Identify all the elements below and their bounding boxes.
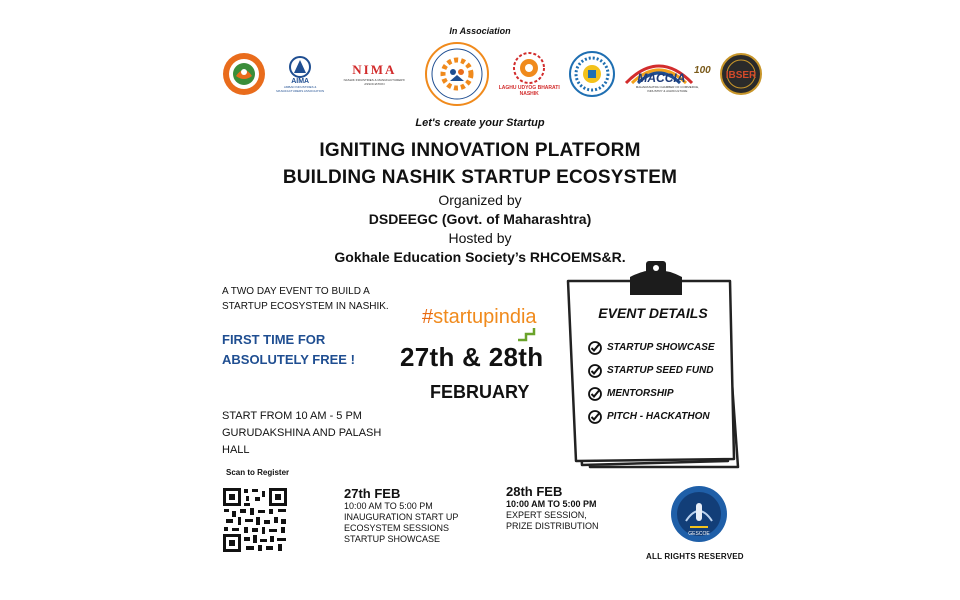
day2-schedule: 28th FEB 10:00 AM TO 5:00 PM EXPERT SESSION, PRIZE DISTRIBUTION	[506, 484, 599, 531]
check-circle-icon	[588, 410, 602, 424]
gescoe-logo	[670, 485, 728, 548]
host-name: Gokhale Education Society’s RHCOEMS&R.	[334, 249, 626, 265]
day1-schedule: 27th FEB 10:00 AM TO 5:00 PM INAUGURATION START UP ECOSYSTEM SESSIONS STARTUP SHOWCASE	[344, 486, 459, 544]
partner-logos	[222, 46, 762, 102]
scan-to-register-label: Scan to Register	[226, 468, 290, 477]
registration-qr-code[interactable]	[222, 487, 288, 558]
tagline: Let's create your Startup	[415, 117, 545, 129]
event-details-list	[588, 336, 715, 428]
laghu-udyog-bharati-logo: LAGHU UDYOG BHARATI NASHIK	[499, 51, 560, 97]
aima-logo: AIMA AMBAD INDUSTRIES & MANUFACTURERS ASSOCIATION	[275, 56, 325, 93]
free-notice: FIRST TIME FOR ABSOLUTELY FREE !	[222, 332, 355, 367]
maccia-logo: 100 MACCIA MAHARASHTRA CHAMBER OF COMMERCE, INDUSTRY & AGRICULTURE	[624, 55, 711, 93]
nima-logo: NIMA NASHIK INDUSTRIES & MANUFACTURERS' ASSOCIATION	[343, 62, 406, 86]
startupindia-step-icon	[518, 328, 540, 342]
check-circle-icon	[588, 341, 602, 355]
hosted-by-label: Hosted by	[448, 230, 512, 246]
ges-logo	[569, 51, 615, 97]
venue-info: START FROM 10 AM - 5 PM GURUDAKSHINA AND PALASH HALL	[222, 410, 382, 456]
check-circle-icon	[588, 387, 602, 401]
maharashtra-govt-logo	[424, 41, 490, 107]
svg-text:GESCOE: GESCOE	[688, 531, 710, 537]
organizer-name: DSDEEGC (Govt. of Maharashtra)	[368, 211, 592, 227]
event-intro: A TWO DAY EVENT TO BUILD A STARTUP ECOSYSTEM IN NASHIK.	[222, 286, 389, 312]
event-details-title: EVENT DETAILS	[598, 305, 708, 321]
headline-line-2: BUILDING NASHIK STARTUP ECOSYSTEM	[282, 167, 678, 188]
ibser-logo	[720, 53, 762, 95]
list-item: STARTUP SHOWCASE	[588, 336, 715, 359]
startupindia-logo: #startupindia	[422, 306, 537, 329]
headline-line-1: IGNITING INNOVATION PLATFORM	[319, 140, 641, 161]
organized-by-label: Organized by	[438, 192, 522, 208]
check-circle-icon	[588, 364, 602, 378]
skill-dept-logo	[222, 52, 266, 96]
list-item: STARTUP SEED FUND	[588, 359, 715, 382]
association-label: In Association	[449, 26, 511, 36]
list-item: MENTORSHIP	[588, 382, 715, 405]
svg-text:IBSER: IBSER	[725, 70, 757, 81]
copyright-notice: ALL RIGHTS RESERVED	[646, 552, 744, 561]
event-dates: 27th & 28th	[400, 342, 544, 372]
list-item: PITCH - HACKATHON	[588, 405, 715, 428]
event-month: FEBRUARY	[430, 382, 530, 402]
